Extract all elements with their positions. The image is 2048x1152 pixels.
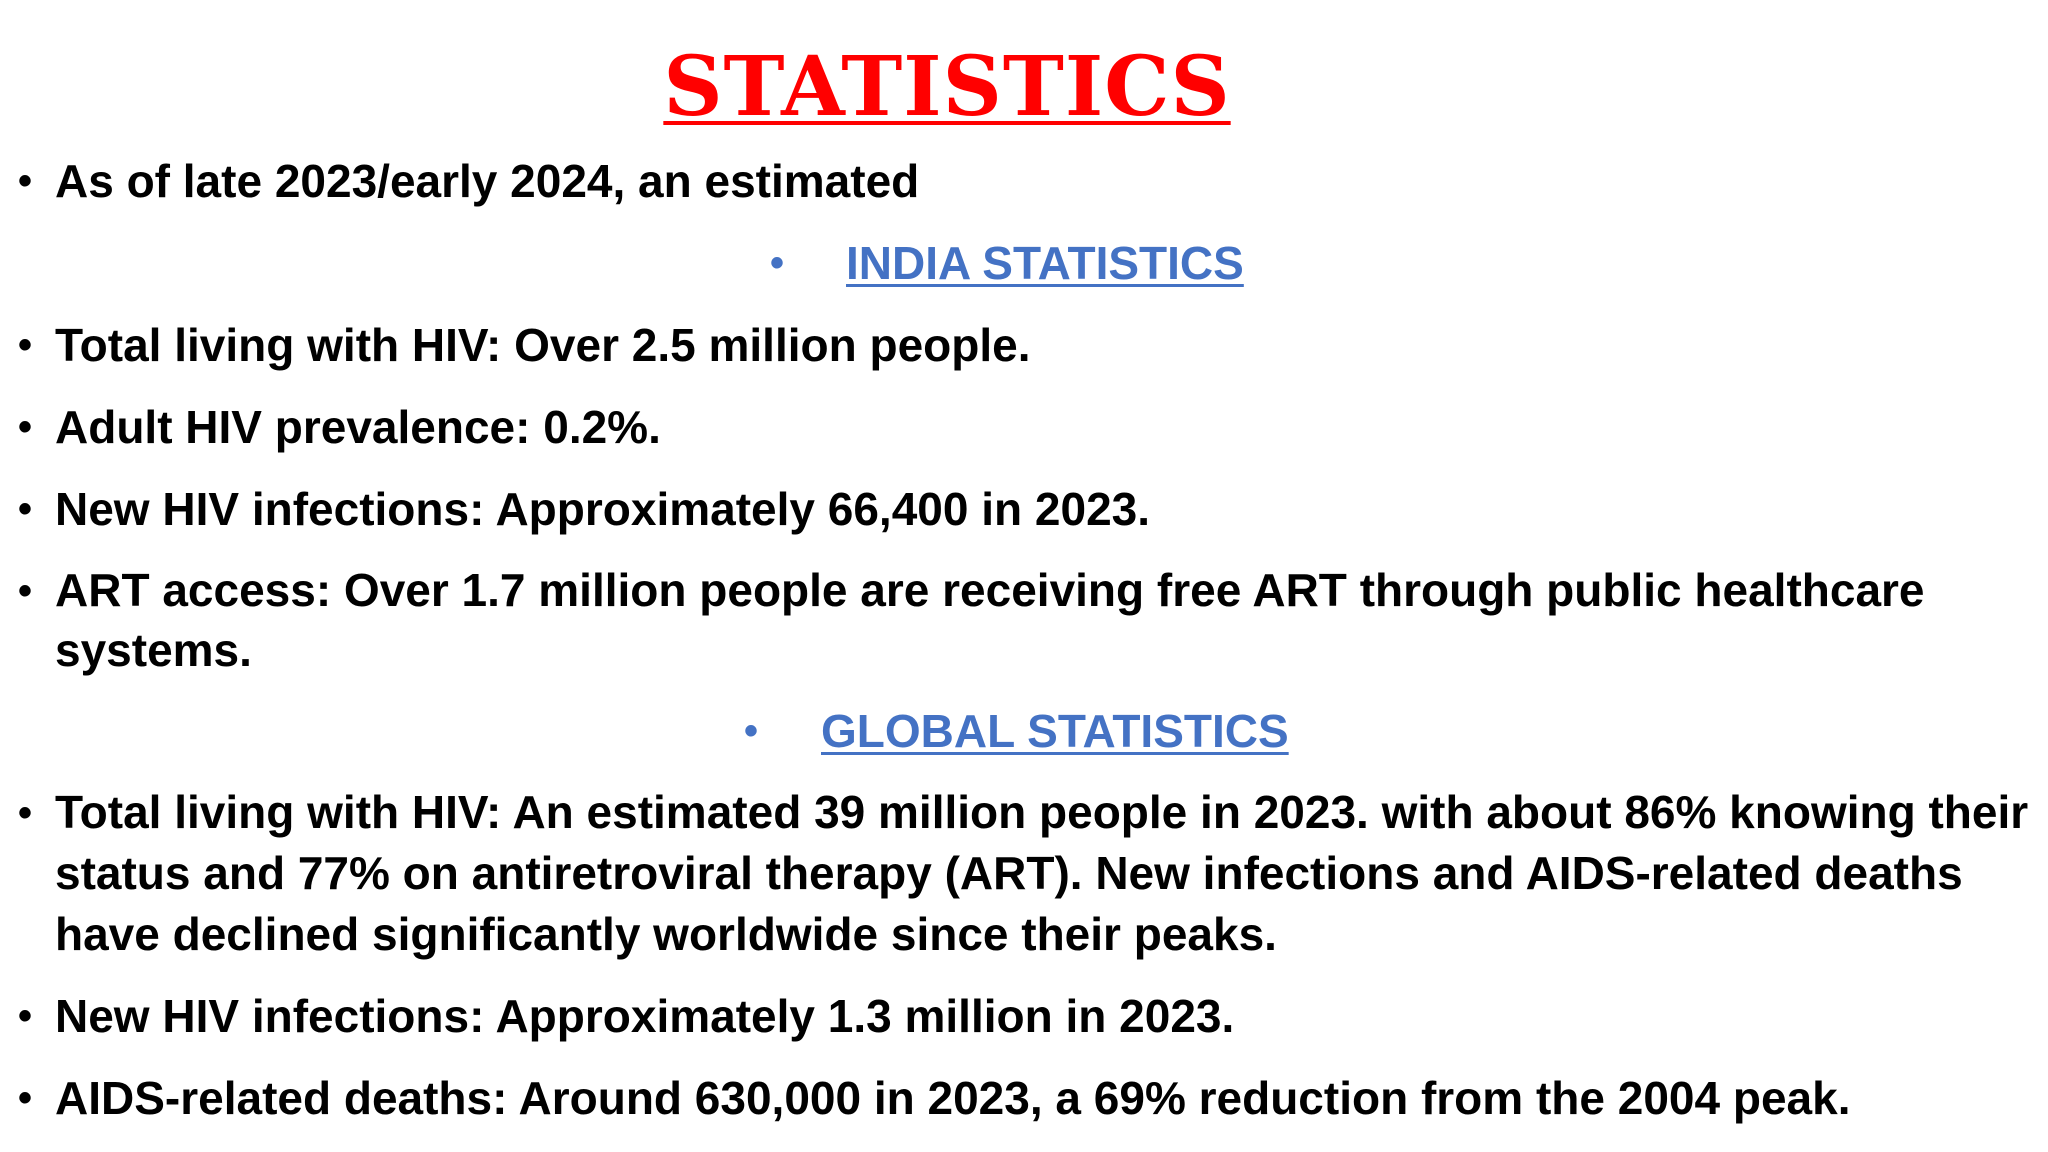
global-item-deaths bbox=[18, 1067, 2038, 1129]
list-item-text: AIDS-related deaths: Around 630,000 in 2023, a 69% reduction from the 2004 peak. bbox=[55, 1072, 1851, 1124]
list-item-text: Total living with HIV: Over 2.5 million people. bbox=[55, 319, 1031, 371]
bullet-icon: • bbox=[744, 709, 759, 753]
bullet-icon: • bbox=[770, 241, 785, 285]
india-item-art-access bbox=[18, 560, 2038, 680]
global-heading bbox=[18, 700, 2038, 762]
slide-title: STATISTICS bbox=[663, 39, 1231, 135]
bullet-icon: • bbox=[18, 994, 33, 1038]
global-heading-text: GLOBAL STATISTICS bbox=[821, 705, 1289, 757]
list-item-text: New HIV infections: Approximately 66,400 in 2023. bbox=[55, 483, 1151, 535]
bullet-icon: • bbox=[18, 791, 33, 835]
india-heading bbox=[18, 232, 2038, 294]
bullet-icon: • bbox=[18, 159, 33, 203]
bullet-list bbox=[18, 150, 2038, 1149]
list-item-text: New HIV infections: Approximately 1.3 million in 2023. bbox=[55, 990, 1235, 1042]
bullet-icon: • bbox=[18, 405, 33, 449]
bullet-icon: • bbox=[18, 323, 33, 367]
bullet-icon: • bbox=[18, 487, 33, 531]
bullet-icon: • bbox=[18, 569, 33, 613]
india-heading-text: INDIA STATISTICS bbox=[846, 237, 1244, 289]
list-item-text: ART access: Over 1.7 million people are receiving free ART through public healthcare systems. bbox=[55, 564, 1925, 676]
intro-item bbox=[18, 150, 2038, 212]
global-item-new-infections bbox=[18, 985, 2038, 1047]
global-item-total bbox=[18, 782, 2038, 965]
intro-text: As of late 2023/early 2024, an estimated bbox=[55, 155, 920, 207]
bullet-icon: • bbox=[18, 1076, 33, 1120]
list-item-text: Total living with HIV: An estimated 39 million people in 2023. with about 86% knowing their status and 77% on antiretroviral therapy (ART). New infections and AIDS-related deaths have declined significantly worldwide since their peaks. bbox=[55, 786, 2029, 960]
india-item-total bbox=[18, 314, 2038, 376]
list-item-text: Adult HIV prevalence: 0.2%. bbox=[55, 401, 661, 453]
india-item-new-infections bbox=[18, 478, 2038, 540]
india-item-prevalence bbox=[18, 396, 2038, 458]
